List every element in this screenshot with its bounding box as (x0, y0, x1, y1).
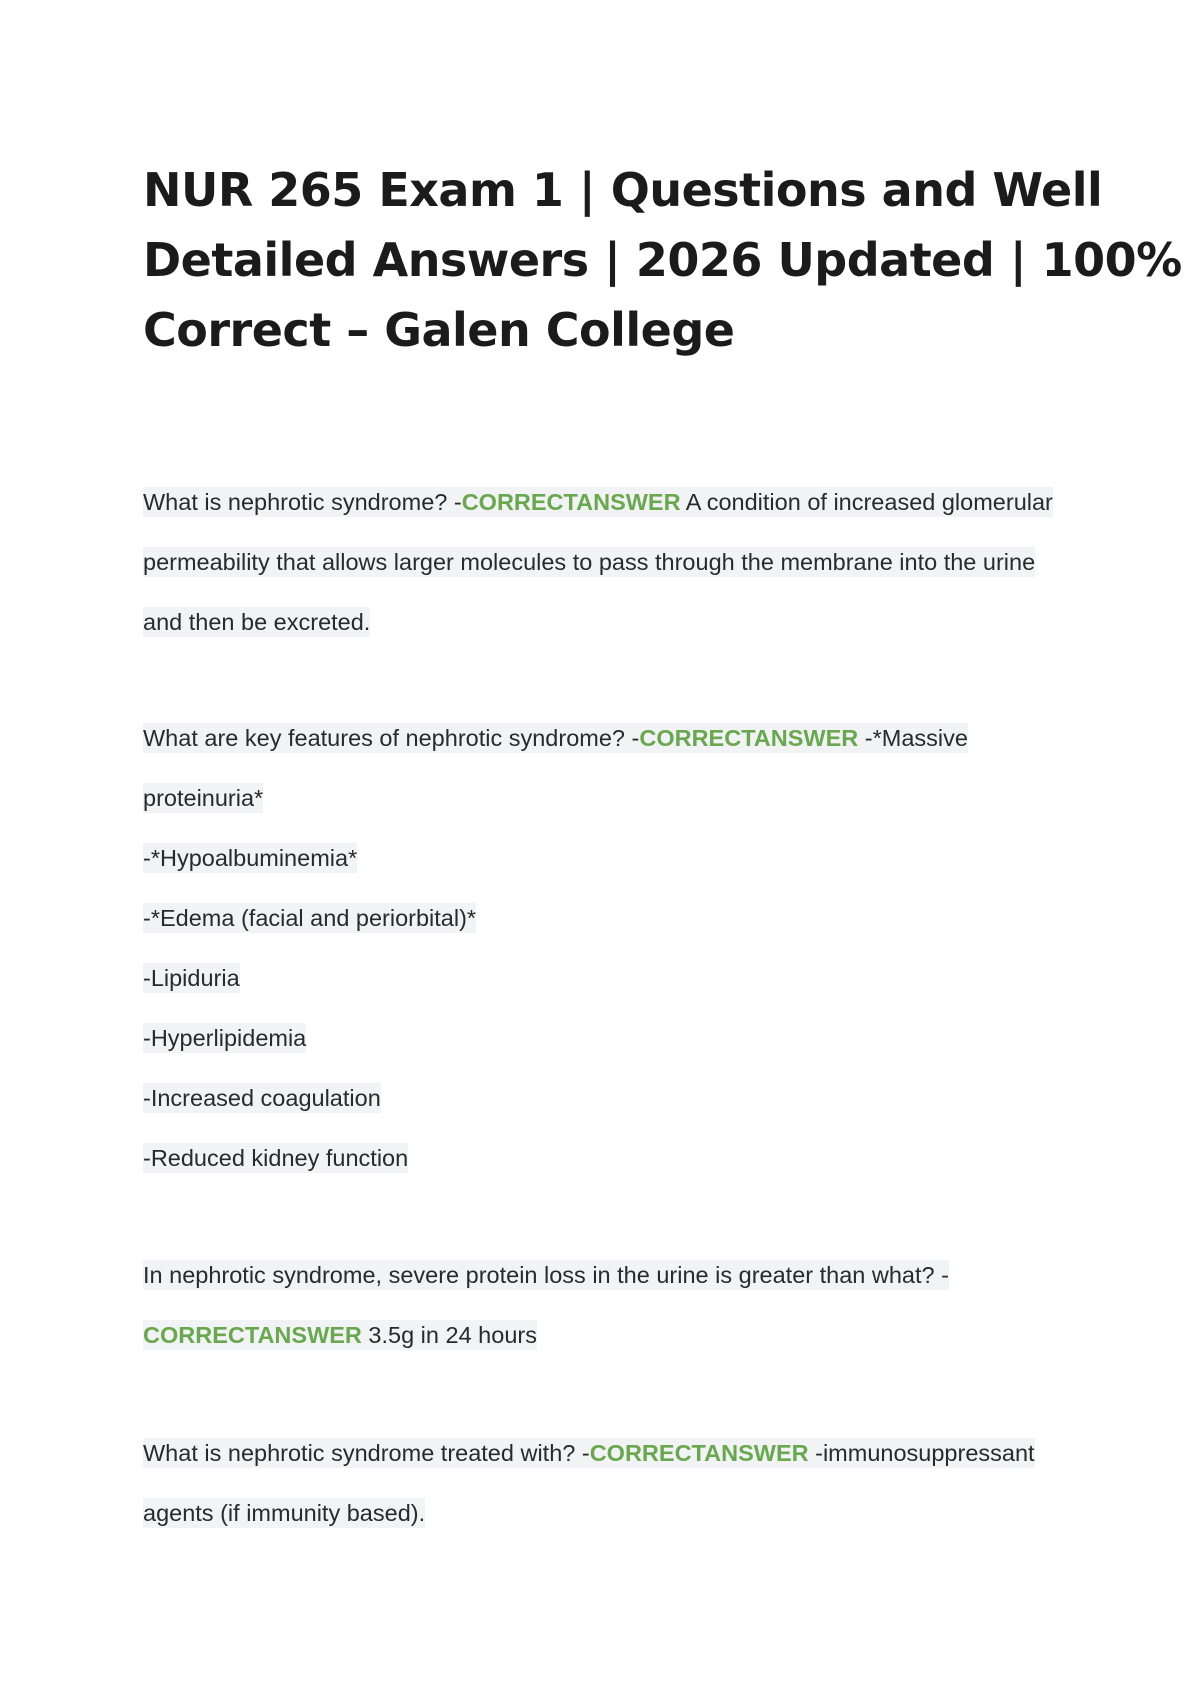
qa-3-line-2 (143, 1305, 1103, 1365)
correct-answer-marker: CORRECTANSWER (639, 725, 859, 751)
qa-2-line-1-text (143, 723, 968, 753)
answer-text: -*Massive (858, 725, 968, 751)
qa-3-line-1 (143, 1245, 1103, 1305)
qa-2-list-item (143, 1068, 1103, 1128)
qa-block-2 (143, 708, 1103, 1188)
answer-text: -immunosuppressant (808, 1440, 1035, 1466)
title-line-2: Detailed Answers | 2026 Updated | 100% (143, 233, 1182, 287)
qa-1-line-2 (143, 532, 1103, 592)
correct-answer-marker: CORRECTANSWER (143, 1322, 362, 1348)
qa-2-list-item (143, 1008, 1103, 1068)
qa-4-line-1-text (143, 1438, 1035, 1468)
qa-1-line-3 (143, 592, 1103, 652)
title-line-3: Correct – Galen College (143, 303, 735, 357)
answer-text: agents (if immunity based). (143, 1500, 426, 1526)
feature-item: -*Edema (facial and periorbital)* (143, 905, 477, 931)
qa-2-list-item (143, 888, 1103, 948)
question-text: What are key features of nephrotic syndrome? - (143, 725, 640, 751)
qa-2-list-item (143, 828, 1103, 888)
qa-block-3 (143, 1245, 1103, 1365)
qa-2-list-item (143, 1128, 1103, 1188)
qa-1-line-1 (143, 472, 1103, 532)
question-text: What is nephrotic syndrome treated with? - (143, 1440, 590, 1466)
answer-text: permeability that allows larger molecules to pass through the membrane into the urine (143, 549, 1036, 575)
feature-item: -*Hypoalbuminemia* (143, 845, 358, 871)
answer-text: and then be excreted. (143, 609, 371, 635)
correct-answer-marker: CORRECTANSWER (589, 1440, 809, 1466)
feature-item: -Increased coagulation (143, 1085, 381, 1111)
answer-text: proteinuria* (143, 785, 264, 811)
feature-item: -Reduced kidney function (143, 1145, 409, 1171)
question-text: What is nephrotic syndrome? - (143, 489, 462, 515)
qa-block-4 (143, 1423, 1103, 1543)
feature-item: -Hyperlipidemia (143, 1025, 307, 1051)
qa-1-line-1-text (143, 487, 1053, 517)
qa-3-line-2-text (143, 1320, 537, 1350)
answer-text: A condition of increased glomerular (680, 489, 1053, 515)
qa-4-line-1 (143, 1423, 1103, 1483)
qa-2-list-item (143, 948, 1103, 1008)
correct-answer-marker: CORRECTANSWER (461, 489, 681, 515)
qa-2-line-2 (143, 768, 1103, 828)
qa-2-line-1 (143, 708, 1103, 768)
answer-text: 3.5g in 24 hours (361, 1322, 537, 1348)
title-line-1: NUR 265 Exam 1 | Questions and Well (143, 163, 1103, 217)
document-title (143, 155, 1182, 365)
qa-block-1 (143, 472, 1103, 652)
qa-4-line-2 (143, 1483, 1103, 1543)
question-text: In nephrotic syndrome, severe protein loss in the urine is greater than what? - (143, 1262, 949, 1288)
feature-item: -Lipiduria (143, 965, 240, 991)
